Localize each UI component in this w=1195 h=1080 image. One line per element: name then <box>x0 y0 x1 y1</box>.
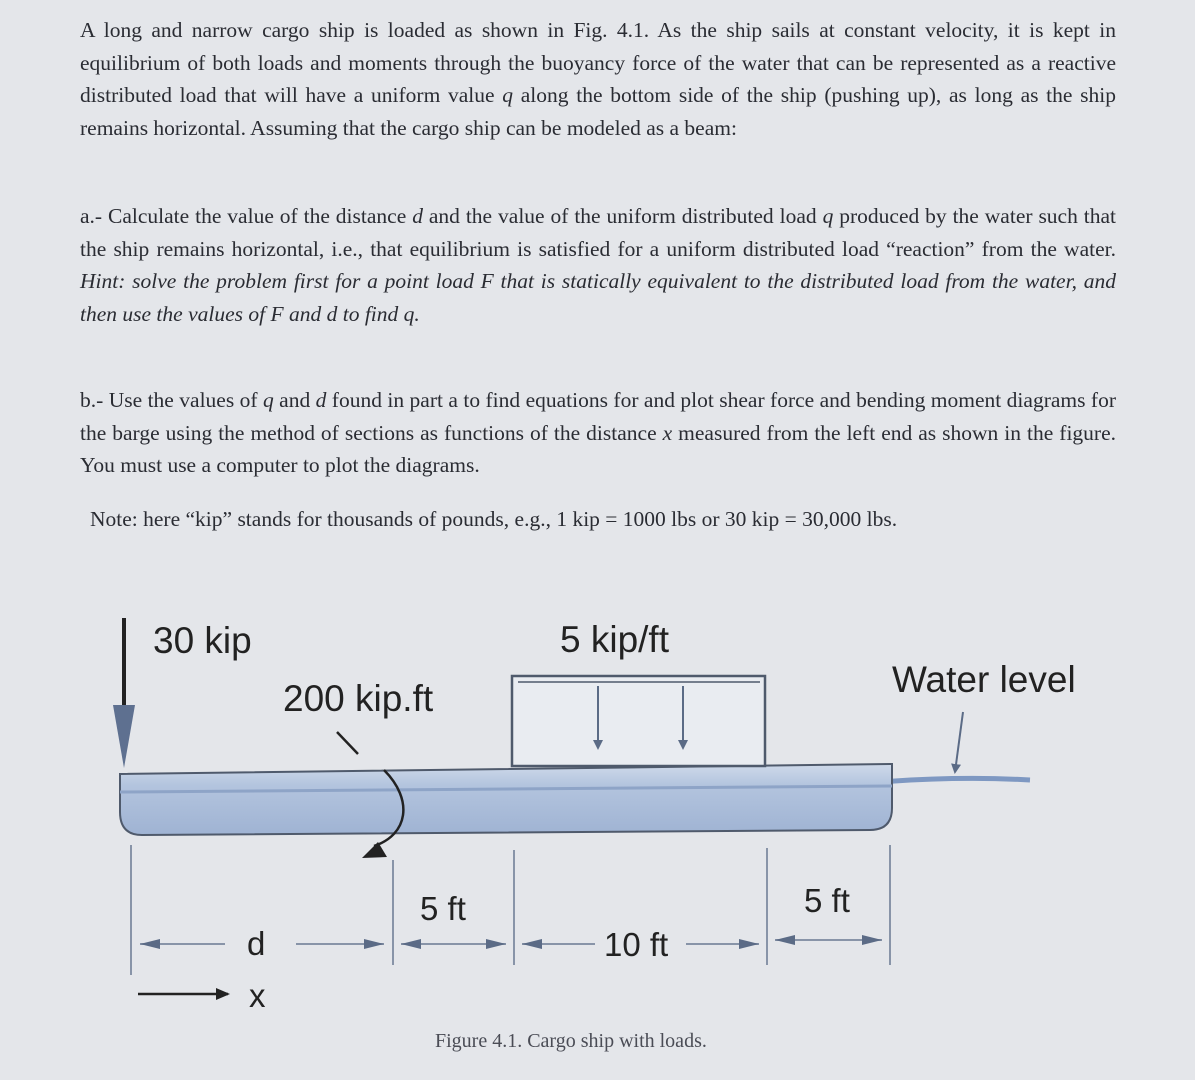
point-load-label: 30 kip <box>153 620 252 661</box>
dim-5ft-left-label: 5 ft <box>420 890 466 927</box>
intro-text-2: along the bottom side of the ship (pushing up), as long as the ship remains horizontal. Assuming that the cargo ship can be modeled as a beam: <box>80 83 1116 140</box>
part-b-text-3: found in part a to find equations for and plot shear force and bending moment diagrams for the barge using the method of sections as functions of the distance <box>80 388 1116 445</box>
part-a-text-1: a.- Calculate the value of the distance <box>80 204 413 228</box>
part-a-hint: Hint: solve the problem first for a point load F that is statically equivalent to the distributed load from the water, and then use the values of F and d to find q. <box>80 269 1116 326</box>
part-b-text-1: b.- Use the values of <box>80 388 263 412</box>
ship-hull <box>120 764 892 835</box>
figure-caption: Figure 4.1. Cargo ship with loads. <box>435 1030 707 1052</box>
water-level-arrow <box>955 712 963 772</box>
var-q: q <box>822 204 834 228</box>
dim-10ft-label: 10 ft <box>604 926 669 963</box>
moment-leader-line <box>337 732 358 754</box>
var-q: q <box>262 388 274 412</box>
point-load-arrowhead <box>113 705 135 768</box>
cargo-box <box>512 676 765 766</box>
intro-text-1: A long and narrow cargo ship is loaded as shown in Fig. 4.1. As the ship sails at constant velocity, it is kept in equilibrium of both loads and moments through the buoyancy force of the water that can be represented as a reactive distributed load that will have a uniform value <box>80 18 1116 108</box>
x-axis-label: x <box>249 977 266 1014</box>
var-d: d <box>315 388 327 412</box>
var-d: d <box>412 204 423 228</box>
part-b-text-4: measured from the left end as shown in the figure. You must use a computer to plot the diagrams. <box>80 420 1116 478</box>
water-level-label: Water level <box>892 659 1076 700</box>
water-surface-line <box>880 778 1030 782</box>
part-a-text-2: and the value of the uniform distributed load <box>422 204 823 228</box>
part-a-text-3: produced by the water such that the ship remains horizontal, i.e., that equilibrium is satisfied for a uniform distributed load “reaction” from the water. <box>80 204 1117 261</box>
dim-d-label: d <box>247 925 266 962</box>
note-paragraph: Note: here “kip” stands for thousands of pounds, e.g., 1 kip = 1000 lbs or 30 kip = 30,000 lbs. <box>90 507 898 531</box>
moment-label: 200 kip.ft <box>283 678 434 719</box>
dim-5ft-right-label: 5 ft <box>804 882 850 919</box>
var-x: x <box>662 420 673 445</box>
moment-arrowhead <box>362 842 387 858</box>
var-q: q <box>502 83 514 108</box>
part-b-text-2: and <box>273 388 316 412</box>
distributed-load-label: 5 kip/ft <box>560 619 669 660</box>
